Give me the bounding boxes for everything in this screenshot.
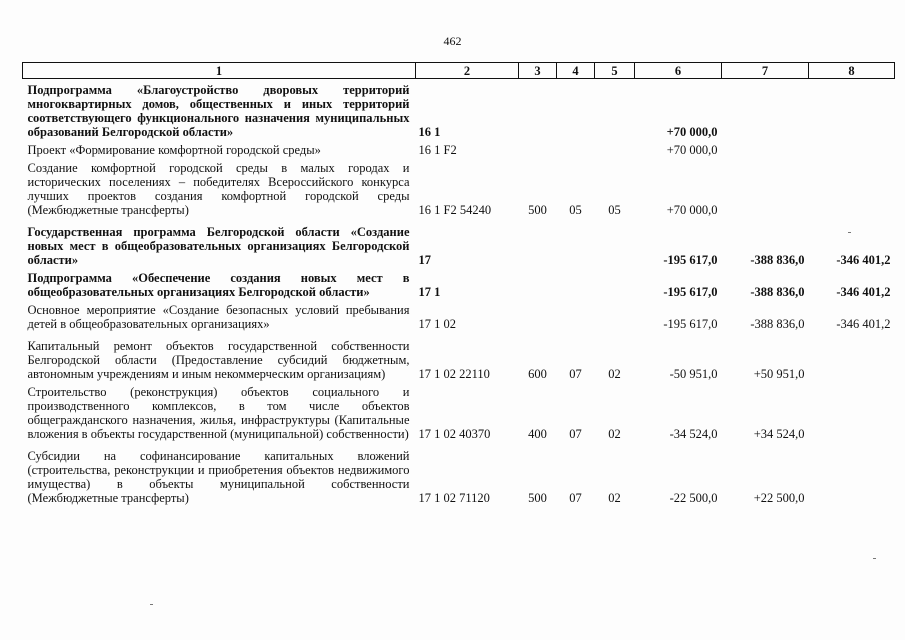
row-description: Создание комфортной городской среды в малых городах и исторических поселениях – победителях Всероссийского конкурса лучших проектов создания комфортной городской среды (Межбюджетные трансферты) — [27, 161, 410, 217]
row-code: 16 1 F2 54240 — [418, 203, 492, 217]
row-value-8: -346 401,2 — [836, 285, 891, 299]
row-description: Подпрограмма «Обеспечение создания новых мест в общеобразовательных организациях Белгородской области» — [27, 271, 410, 299]
row-value-7 — [722, 143, 809, 161]
row-subsection — [595, 221, 635, 271]
row-type — [519, 79, 557, 144]
row-code: 17 1 — [418, 285, 441, 299]
row-subsection: 02 — [608, 491, 621, 505]
header-col-7: 7 — [722, 63, 809, 79]
table-row — [23, 385, 895, 445]
row-value-7: +22 500,0 — [753, 491, 805, 505]
table-row — [23, 335, 895, 385]
row-description: Подпрограмма «Благоустройство дворовых территорий многоквартирных домов, общественных и иных территорий соответствующего функционального назначения муниципальных образований Белгородской области» — [27, 83, 410, 139]
row-code: 17 1 02 71120 — [418, 491, 490, 505]
row-value-7 — [722, 161, 809, 221]
row-type: 500 — [528, 203, 547, 217]
row-value-6: +70 000,0 — [666, 125, 718, 139]
row-description: Капитальный ремонт объектов государственной собственности Белгородской области (Предоставление субсидий бюджетным, автономным учреждениям и иным некоммерческим организациям) — [27, 339, 410, 381]
table-row — [23, 79, 895, 144]
row-subsection: 05 — [608, 203, 621, 217]
table-row — [23, 221, 895, 271]
table-row — [23, 161, 895, 221]
page-number: 462 — [443, 34, 462, 48]
row-type — [519, 303, 557, 335]
row-code: 17 — [418, 253, 431, 267]
row-value-6: -22 500,0 — [669, 491, 718, 505]
row-subsection — [595, 271, 635, 303]
row-subsection: 02 — [608, 367, 621, 381]
row-type: 600 — [528, 367, 547, 381]
row-subsection: 02 — [608, 427, 621, 441]
row-section: 05 — [569, 203, 582, 217]
row-value-8: -346 401,2 — [836, 253, 891, 267]
row-type — [519, 143, 557, 161]
budget-table-container — [22, 62, 894, 509]
header-col-6: 6 — [635, 63, 722, 79]
header-col-8: 8 — [809, 63, 895, 79]
header-col-4: 4 — [557, 63, 595, 79]
row-description: Строительство (реконструкция) объектов социального и производственного комплексов, в том числе объектов общегражданского назначения, жилья, инфраструктуры (Капитальные вложения в объекты государственной (муниципальной) собственности) — [27, 385, 410, 441]
row-value-7 — [722, 79, 809, 144]
row-code: 16 1 F2 — [418, 143, 457, 157]
table-row — [23, 445, 895, 509]
header-col-2: 2 — [416, 63, 519, 79]
row-value-6: -50 951,0 — [669, 367, 718, 381]
row-description: Государственная программа Белгородской области «Создание новых мест в общеобразовательных организациях Белгородской области» — [27, 225, 410, 267]
budget-table — [22, 62, 895, 509]
row-value-6: -195 617,0 — [663, 253, 718, 267]
row-subsection — [595, 303, 635, 335]
row-description: Основное мероприятие «Создание безопасных условий пребывания детей в общеобразовательных организациях» — [27, 303, 410, 331]
row-value-8 — [809, 161, 895, 221]
row-section — [557, 303, 595, 335]
row-type — [519, 221, 557, 271]
row-section — [557, 79, 595, 144]
row-value-6: -195 617,0 — [663, 285, 718, 299]
row-value-8 — [809, 445, 895, 509]
row-subsection — [595, 143, 635, 161]
table-row — [23, 143, 895, 161]
row-section — [557, 143, 595, 161]
row-section: 07 — [569, 491, 582, 505]
table-row — [23, 303, 895, 335]
table-header — [23, 63, 895, 79]
row-value-7: -388 836,0 — [750, 317, 805, 331]
row-section: 07 — [569, 367, 582, 381]
row-value-7: +34 524,0 — [753, 427, 805, 441]
row-value-6: -195 617,0 — [663, 317, 718, 331]
row-section: 07 — [569, 427, 582, 441]
row-value-7: -388 836,0 — [750, 285, 805, 299]
row-section — [557, 271, 595, 303]
row-value-7: -388 836,0 — [750, 253, 805, 267]
table-body — [23, 79, 895, 510]
header-col-1: 1 — [23, 63, 416, 79]
table-row — [23, 271, 895, 303]
row-value-8 — [809, 79, 895, 144]
header-col-3: 3 — [519, 63, 557, 79]
header-row — [23, 63, 895, 79]
row-value-8 — [809, 385, 895, 445]
row-value-8 — [809, 143, 895, 161]
row-value-8: -346 401,2 — [836, 317, 891, 331]
scan-mark — [848, 232, 851, 233]
row-value-7: +50 951,0 — [753, 367, 805, 381]
row-code: 16 1 — [418, 125, 441, 139]
scan-mark — [873, 558, 876, 559]
row-code: 17 1 02 — [418, 317, 456, 331]
row-type — [519, 271, 557, 303]
header-col-5: 5 — [595, 63, 635, 79]
scan-mark — [150, 604, 153, 605]
row-subsection — [595, 79, 635, 144]
row-value-6: +70 000,0 — [666, 143, 718, 157]
row-description: Проект «Формирование комфортной городской среды» — [27, 143, 321, 157]
row-section — [557, 221, 595, 271]
row-type: 500 — [528, 491, 547, 505]
row-value-6: -34 524,0 — [669, 427, 718, 441]
row-code: 17 1 02 40370 — [418, 427, 491, 441]
row-description: Субсидии на софинансирование капитальных вложений (строительства, реконструкции и приобретения объектов недвижимого имущества) в объекты муниципальной собственности (Межбюджетные трансферты) — [27, 449, 410, 505]
row-type: 400 — [528, 427, 547, 441]
row-value-6: +70 000,0 — [666, 203, 718, 217]
row-value-8 — [809, 335, 895, 385]
row-code: 17 1 02 22110 — [418, 367, 490, 381]
